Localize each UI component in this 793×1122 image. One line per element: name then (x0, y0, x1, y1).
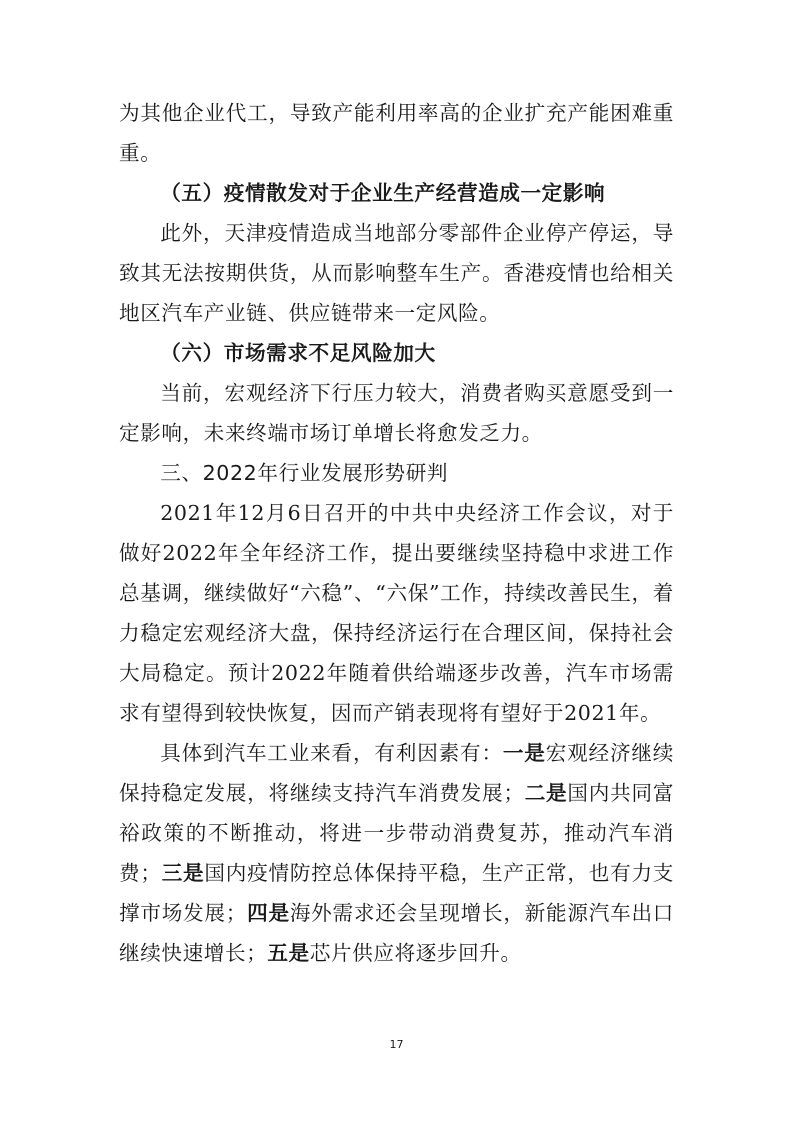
subheading-five: （五）疫情散发对于企业生产经营造成一定影响 (160, 181, 606, 205)
paragraph-demand: 当前，宏观经济下行压力较大，消费者购买意愿受到一定影响，未来终端市场订单增长将愈发乏力。 (119, 381, 674, 445)
document-body (119, 93, 674, 973)
factor-text-5: 芯片供应将逐步回升。 (309, 941, 522, 965)
paragraph-epidemic: 此外，天津疫情造成当地部分零部件企业停产停运，导致其无法按期供货，从而影响整车生产。香港疫情也给相关地区汽车产业链、供应链带来一定风险。 (119, 221, 674, 325)
factor-lead-4: 四是 (246, 901, 290, 925)
page-number: 17 (389, 1038, 404, 1051)
factor-text-2: 国内共同富裕政策的不断推动，将进一步带动消费复苏，推动汽车消费； (119, 781, 675, 885)
factor-lead-3: 三是 (161, 861, 205, 885)
factor-text-1: 宏观经济继续保持稳定发展，将继续支持汽车消费发展； (119, 741, 674, 805)
section-heading-three: 三、2022年行业发展形势研判 (160, 461, 449, 485)
paragraph-continued: 为其他企业代工，导致产能利用率高的企业扩充产能困难重重。 (119, 101, 674, 165)
factor-lead-5: 五是 (267, 941, 310, 965)
paragraph-factors (119, 733, 674, 973)
paragraph-conference: 2021年12月6日召开的中共中央经济工作会议，对于做好2022年全年经济工作，提出要继续坚持稳中求进工作总基调，继续做好“六稳”、“六保”工作，持续改善民生，着力稳定宏观经济大盘，保持经济运行在合理区间，保持社会大局稳定。预计2022年随着供给端逐步改善，汽车市场需求有望得到较快恢复，因而产销表现将有望好于2021年。 (119, 501, 674, 725)
subheading-six: （六）市场需求不足风险加大 (160, 341, 436, 365)
factor-text-4: 海外需求还会呈现增长，新能源汽车出口继续快速增长； (119, 901, 674, 965)
factors-intro: 具体到汽车工业来看，有利因素有： (160, 741, 503, 765)
factor-lead-1: 一是 (502, 741, 546, 765)
factor-text-3: 国内疫情防控总体保持平稳，生产正常，也有力支撑市场发展； (119, 861, 675, 925)
factor-lead-2: 二是 (524, 781, 568, 805)
